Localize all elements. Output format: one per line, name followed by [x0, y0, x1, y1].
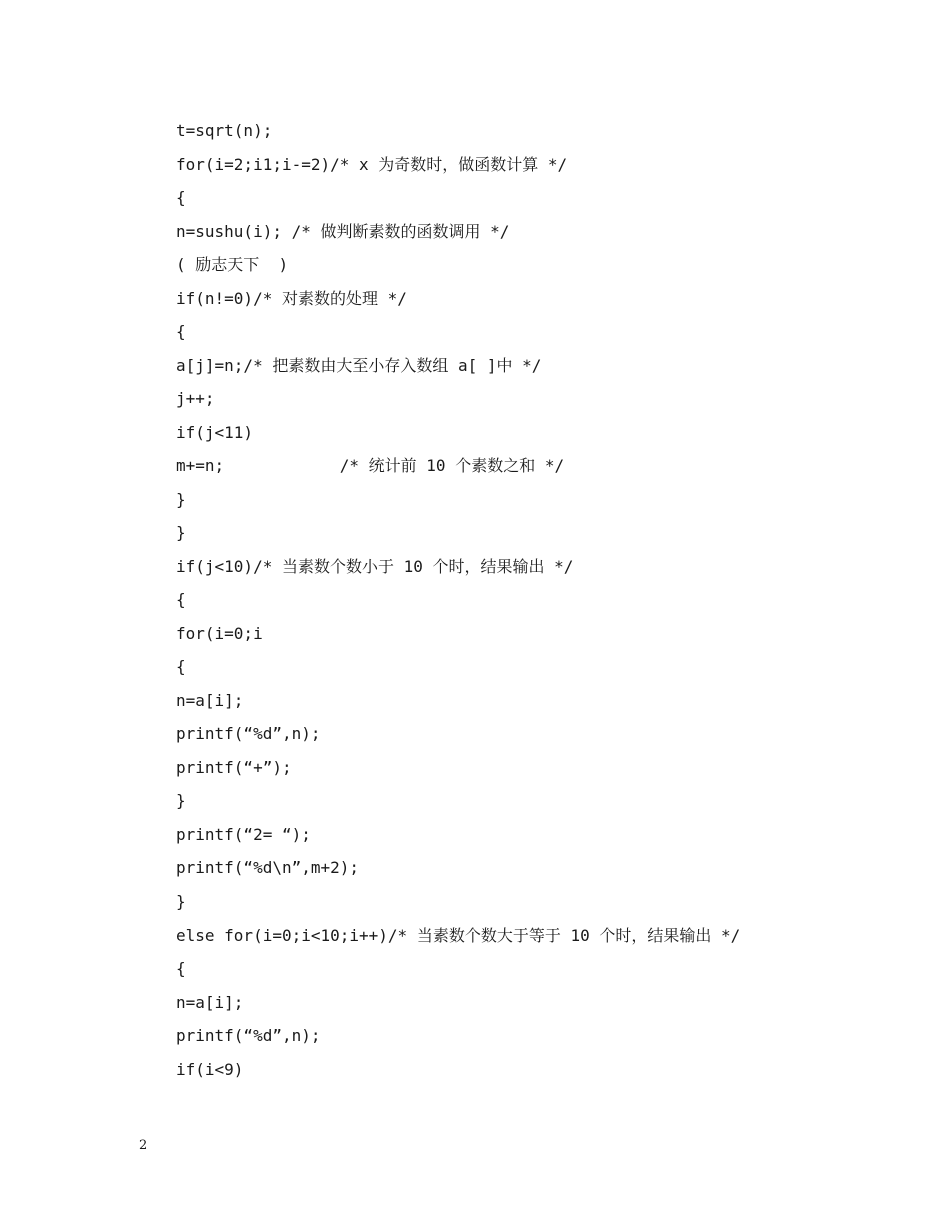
- code-line: ( 励志天下 ): [176, 255, 289, 274]
- code-line: if(j<11): [176, 423, 254, 442]
- code-line: a[j]=n;/* 把素数由大至小存入数组 a[ ]中 */: [176, 356, 542, 375]
- code-line: if(j<10)/* 当素数个数小于 10 个时，结果输出 */: [176, 557, 574, 576]
- code-line: n=a[i];: [176, 993, 244, 1012]
- code-line: else for(i=0;i<10;i++)/* 当素数个数大于等于 10 个时，结果输出 */: [176, 926, 741, 945]
- code-line: {: [176, 590, 186, 609]
- code-line: {: [176, 959, 186, 978]
- code-line: if(i<9): [176, 1060, 244, 1079]
- code-line: if(n!=0)/* 对素数的处理 */: [176, 289, 407, 308]
- code-line: {: [176, 322, 186, 341]
- page-number: 2: [139, 1138, 148, 1153]
- code-line: printf(“%d\n”,m+2);: [176, 858, 360, 877]
- code-line: t=sqrt(n);: [176, 121, 273, 140]
- code-line: for(i=0;i: [176, 624, 263, 643]
- code-line: j++;: [176, 389, 215, 408]
- code-line: printf(“%d”,n);: [176, 724, 321, 743]
- code-line: }: [176, 523, 186, 542]
- code-line: n=sushu(i); /* 做判断素数的函数调用 */: [176, 222, 510, 241]
- code-line: {: [176, 657, 186, 676]
- code-line: for(i=2;i1;i-=2)/* x 为奇数时，做函数计算 */: [176, 155, 568, 174]
- code-line: {: [176, 188, 186, 207]
- code-line: }: [176, 490, 186, 509]
- code-line: n=a[i];: [176, 691, 244, 710]
- code-line: printf(“2= “);: [176, 825, 311, 844]
- code-line: printf(“+”);: [176, 758, 292, 777]
- code-line: }: [176, 791, 186, 810]
- code-line: m+=n; /* 统计前 10 个素数之和 */: [176, 456, 565, 475]
- code-line: printf(“%d”,n);: [176, 1026, 321, 1045]
- code-line: }: [176, 892, 186, 911]
